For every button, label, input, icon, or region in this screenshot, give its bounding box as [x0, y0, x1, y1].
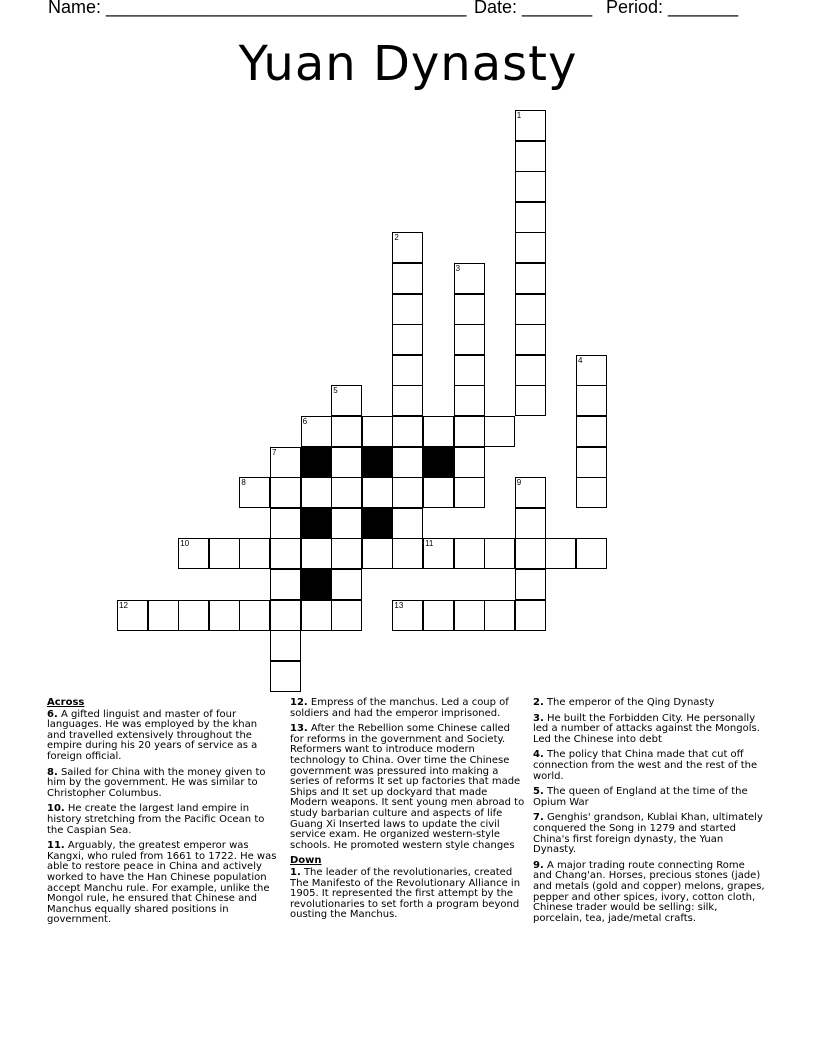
grid-cell[interactable] — [362, 416, 393, 447]
clue-down-3: 3. He built the Forbidden City. He personally led a number of attacks against the Mongols. Led the Chinese into debt — [533, 712, 760, 745]
grid-cell-10[interactable] — [178, 538, 209, 569]
grid-cell[interactable] — [392, 294, 423, 325]
grid-cell[interactable] — [454, 416, 485, 447]
grid-cell-6[interactable] — [301, 416, 332, 447]
down-heading: Down — [290, 855, 322, 867]
grid-cell[interactable] — [454, 600, 485, 631]
grid-cell[interactable] — [576, 447, 607, 478]
grid-cell[interactable] — [331, 447, 362, 478]
grid-cell[interactable] — [515, 355, 546, 386]
grid-cell-12[interactable] — [117, 600, 148, 631]
name-field[interactable]: Name: ____________________________________ — [48, 0, 467, 17]
grid-cell[interactable] — [423, 416, 454, 447]
grid-cell[interactable] — [423, 477, 454, 508]
clue-down-2: 2. The emperor of the Qing Dynasty — [533, 697, 715, 708]
clue-number: 9 — [516, 478, 522, 488]
grid-cell[interactable] — [392, 385, 423, 416]
grid-cell[interactable] — [484, 538, 515, 569]
clue-number: 8 — [241, 478, 246, 488]
grid-cell[interactable] — [392, 508, 423, 539]
grid-cell[interactable] — [392, 263, 423, 294]
grid-cell[interactable] — [484, 416, 515, 447]
grid-block — [362, 447, 393, 478]
clues-column-1 — [47, 698, 279, 931]
grid-cell-4[interactable] — [576, 355, 607, 386]
grid-cell[interactable] — [515, 538, 546, 569]
grid-cell[interactable] — [331, 569, 362, 600]
clues-column-2 — [290, 698, 525, 926]
grid-cell[interactable] — [515, 385, 546, 416]
grid-block — [301, 447, 332, 478]
grid-cell[interactable] — [270, 508, 301, 539]
grid-block — [362, 508, 393, 539]
grid-cell[interactable] — [148, 600, 179, 631]
grid-cell[interactable] — [515, 600, 546, 631]
grid-cell-7[interactable] — [270, 447, 301, 478]
grid-cell[interactable] — [270, 661, 301, 692]
grid-cell[interactable] — [331, 508, 362, 539]
clue-down-4: 4. The policy that China made that cut off connection from the west and the rest of the world. — [533, 749, 758, 782]
grid-cell[interactable] — [270, 538, 301, 569]
grid-cell[interactable] — [545, 538, 576, 569]
clue-across-8: 8. Sailed for China with the money given to him by the government. He was similar to Christopher Columbus. — [47, 766, 266, 799]
clue-down-1: 1. The leader of the revolutionaries, created The Manifesto of the Revolutionary Alliance in 1905. It represented the first attempt by the revolutionaries to set forth a program beyond ousting the Manchus. — [290, 866, 521, 921]
grid-cell[interactable] — [392, 416, 423, 447]
grid-cell-11[interactable] — [423, 538, 454, 569]
clue-number: 4 — [578, 355, 583, 365]
clue-number: 10 — [180, 539, 190, 549]
clues-column-3 — [533, 698, 765, 929]
grid-cell[interactable] — [362, 477, 393, 508]
grid-cell[interactable] — [209, 600, 240, 631]
grid-cell[interactable] — [515, 171, 546, 202]
grid-cell[interactable] — [178, 600, 209, 631]
across-heading: Across — [47, 697, 85, 708]
grid-block — [301, 508, 332, 539]
clue-across-10: 10. He create the largest land empire in history stretching from the Pacific Ocean to the Caspian Sea. — [47, 803, 265, 836]
clue-number: 1 — [516, 111, 522, 120]
clue-across-12: 12. Empress of the manchus. Led a coup of soldiers and had the emperor imprisoned. — [290, 697, 509, 719]
date-field[interactable]: Date: _______ — [474, 0, 593, 17]
grid-cell[interactable] — [576, 477, 607, 508]
grid-cell[interactable] — [331, 600, 362, 631]
grid-cell[interactable] — [331, 416, 362, 447]
grid-cell[interactable] — [515, 263, 546, 294]
grid-cell[interactable] — [454, 477, 485, 508]
grid-cell[interactable] — [301, 477, 332, 508]
grid-cell-2[interactable] — [392, 232, 423, 263]
period-field[interactable]: Period: _______ — [606, 0, 739, 17]
grid-cell[interactable] — [239, 600, 270, 631]
grid-cell[interactable] — [301, 538, 332, 569]
grid-cell-1[interactable] — [515, 110, 546, 141]
grid-cell-5[interactable] — [331, 385, 362, 416]
grid-block — [301, 569, 332, 600]
clue-down-7: 7. Genghis' grandson, Kublai Khan, ultimately conquered the Song in 1279 and started China's first foreign dynasty, the Yuan Dynasty. — [533, 812, 763, 856]
clue-down-5: 5. The queen of England at the time of the Opium War — [533, 786, 748, 808]
grid-cell[interactable] — [454, 385, 485, 416]
clue-down-9: 9. A major trading route connecting Rome and Chang'an. Horses, precious stones (jade) and metals (gold and copper) melons, grapes, pepper and other spices, ivory, cotton cloth, Chinese trader would be selling: silk, porcelain, tea, jade/metal crafts. — [533, 859, 765, 924]
grid-cell-3[interactable] — [454, 263, 485, 294]
grid-cell[interactable] — [392, 447, 423, 478]
clue-number: 11 — [425, 539, 434, 549]
grid-cell[interactable] — [576, 385, 607, 416]
grid-block — [423, 447, 454, 478]
clue-number: 7 — [272, 447, 277, 457]
grid-cell[interactable] — [454, 294, 485, 325]
grid-cell[interactable] — [270, 569, 301, 600]
clue-number: 5 — [333, 386, 338, 396]
grid-cell[interactable] — [423, 600, 454, 631]
grid-cell[interactable] — [515, 508, 546, 539]
grid-cell-13[interactable] — [392, 600, 423, 631]
grid-cell-9[interactable] — [515, 477, 546, 508]
grid-cell[interactable] — [515, 324, 546, 355]
clue-number: 3 — [455, 264, 461, 273]
grid-cell[interactable] — [392, 324, 423, 355]
grid-cell[interactable] — [301, 600, 332, 631]
grid-cell[interactable] — [331, 538, 362, 569]
grid-cell[interactable] — [270, 600, 301, 631]
grid-cell[interactable] — [484, 600, 515, 631]
clue-across-11: 11. Arguably, the greatest emperor was Kangxi, who ruled from 1661 to 1722. He was able to restore peace in China and actively worked to have the Han Chinese population accept Manchu rule. For example, unlike the Mongol rule, he ensured that Chinese and Manchus equally shared positions in government. — [47, 840, 277, 926]
grid-cell[interactable] — [392, 538, 423, 569]
grid-cell[interactable] — [392, 477, 423, 508]
grid-cell[interactable] — [515, 141, 546, 172]
page-title: Yuan Dynasty — [238, 36, 578, 92]
grid-cell-8[interactable] — [239, 477, 270, 508]
grid-cell[interactable] — [270, 477, 301, 508]
grid-cell[interactable] — [515, 202, 546, 233]
clue-across-6: 6. A gifted linguist and master of four languages. He was employed by the khan and travelled extensively throughout the empire during his 20 years of service as a foreign official. — [47, 708, 258, 762]
grid-cell[interactable] — [454, 538, 485, 569]
grid-cell[interactable] — [576, 416, 607, 447]
grid-cell[interactable] — [454, 324, 485, 355]
grid-cell[interactable] — [270, 630, 301, 661]
clue-number: 12 — [119, 600, 128, 610]
grid-cell[interactable] — [331, 477, 362, 508]
grid-cell[interactable] — [392, 355, 423, 386]
grid-cell[interactable] — [454, 355, 485, 386]
grid-cell[interactable] — [515, 232, 546, 263]
grid-cell[interactable] — [515, 294, 546, 325]
grid-cell[interactable] — [209, 538, 240, 569]
clue-number: 2 — [394, 233, 399, 243]
grid-cell[interactable] — [362, 538, 393, 569]
grid-cell[interactable] — [576, 538, 607, 569]
clue-across-13: 13. After the Rebellion some Chinese called for reforms in the government and Society. Reformers want to introduce modern technology to China. Over time the Chinese government was pressured into making a series of reforms It set up factories that made Ships and It set up dockyard that made Modern weapons. It sent young men abroad to study barbarian culture and aspects of life Guang Xi Inserted laws to update the civil service exam. He organized western-style schools. He promoted western style changes — [290, 723, 525, 851]
clue-number: 6 — [302, 417, 308, 426]
grid-cell[interactable] — [515, 569, 546, 600]
grid-cell[interactable] — [454, 447, 485, 478]
clue-number: 13 — [394, 600, 404, 610]
grid-cell[interactable] — [239, 538, 270, 569]
